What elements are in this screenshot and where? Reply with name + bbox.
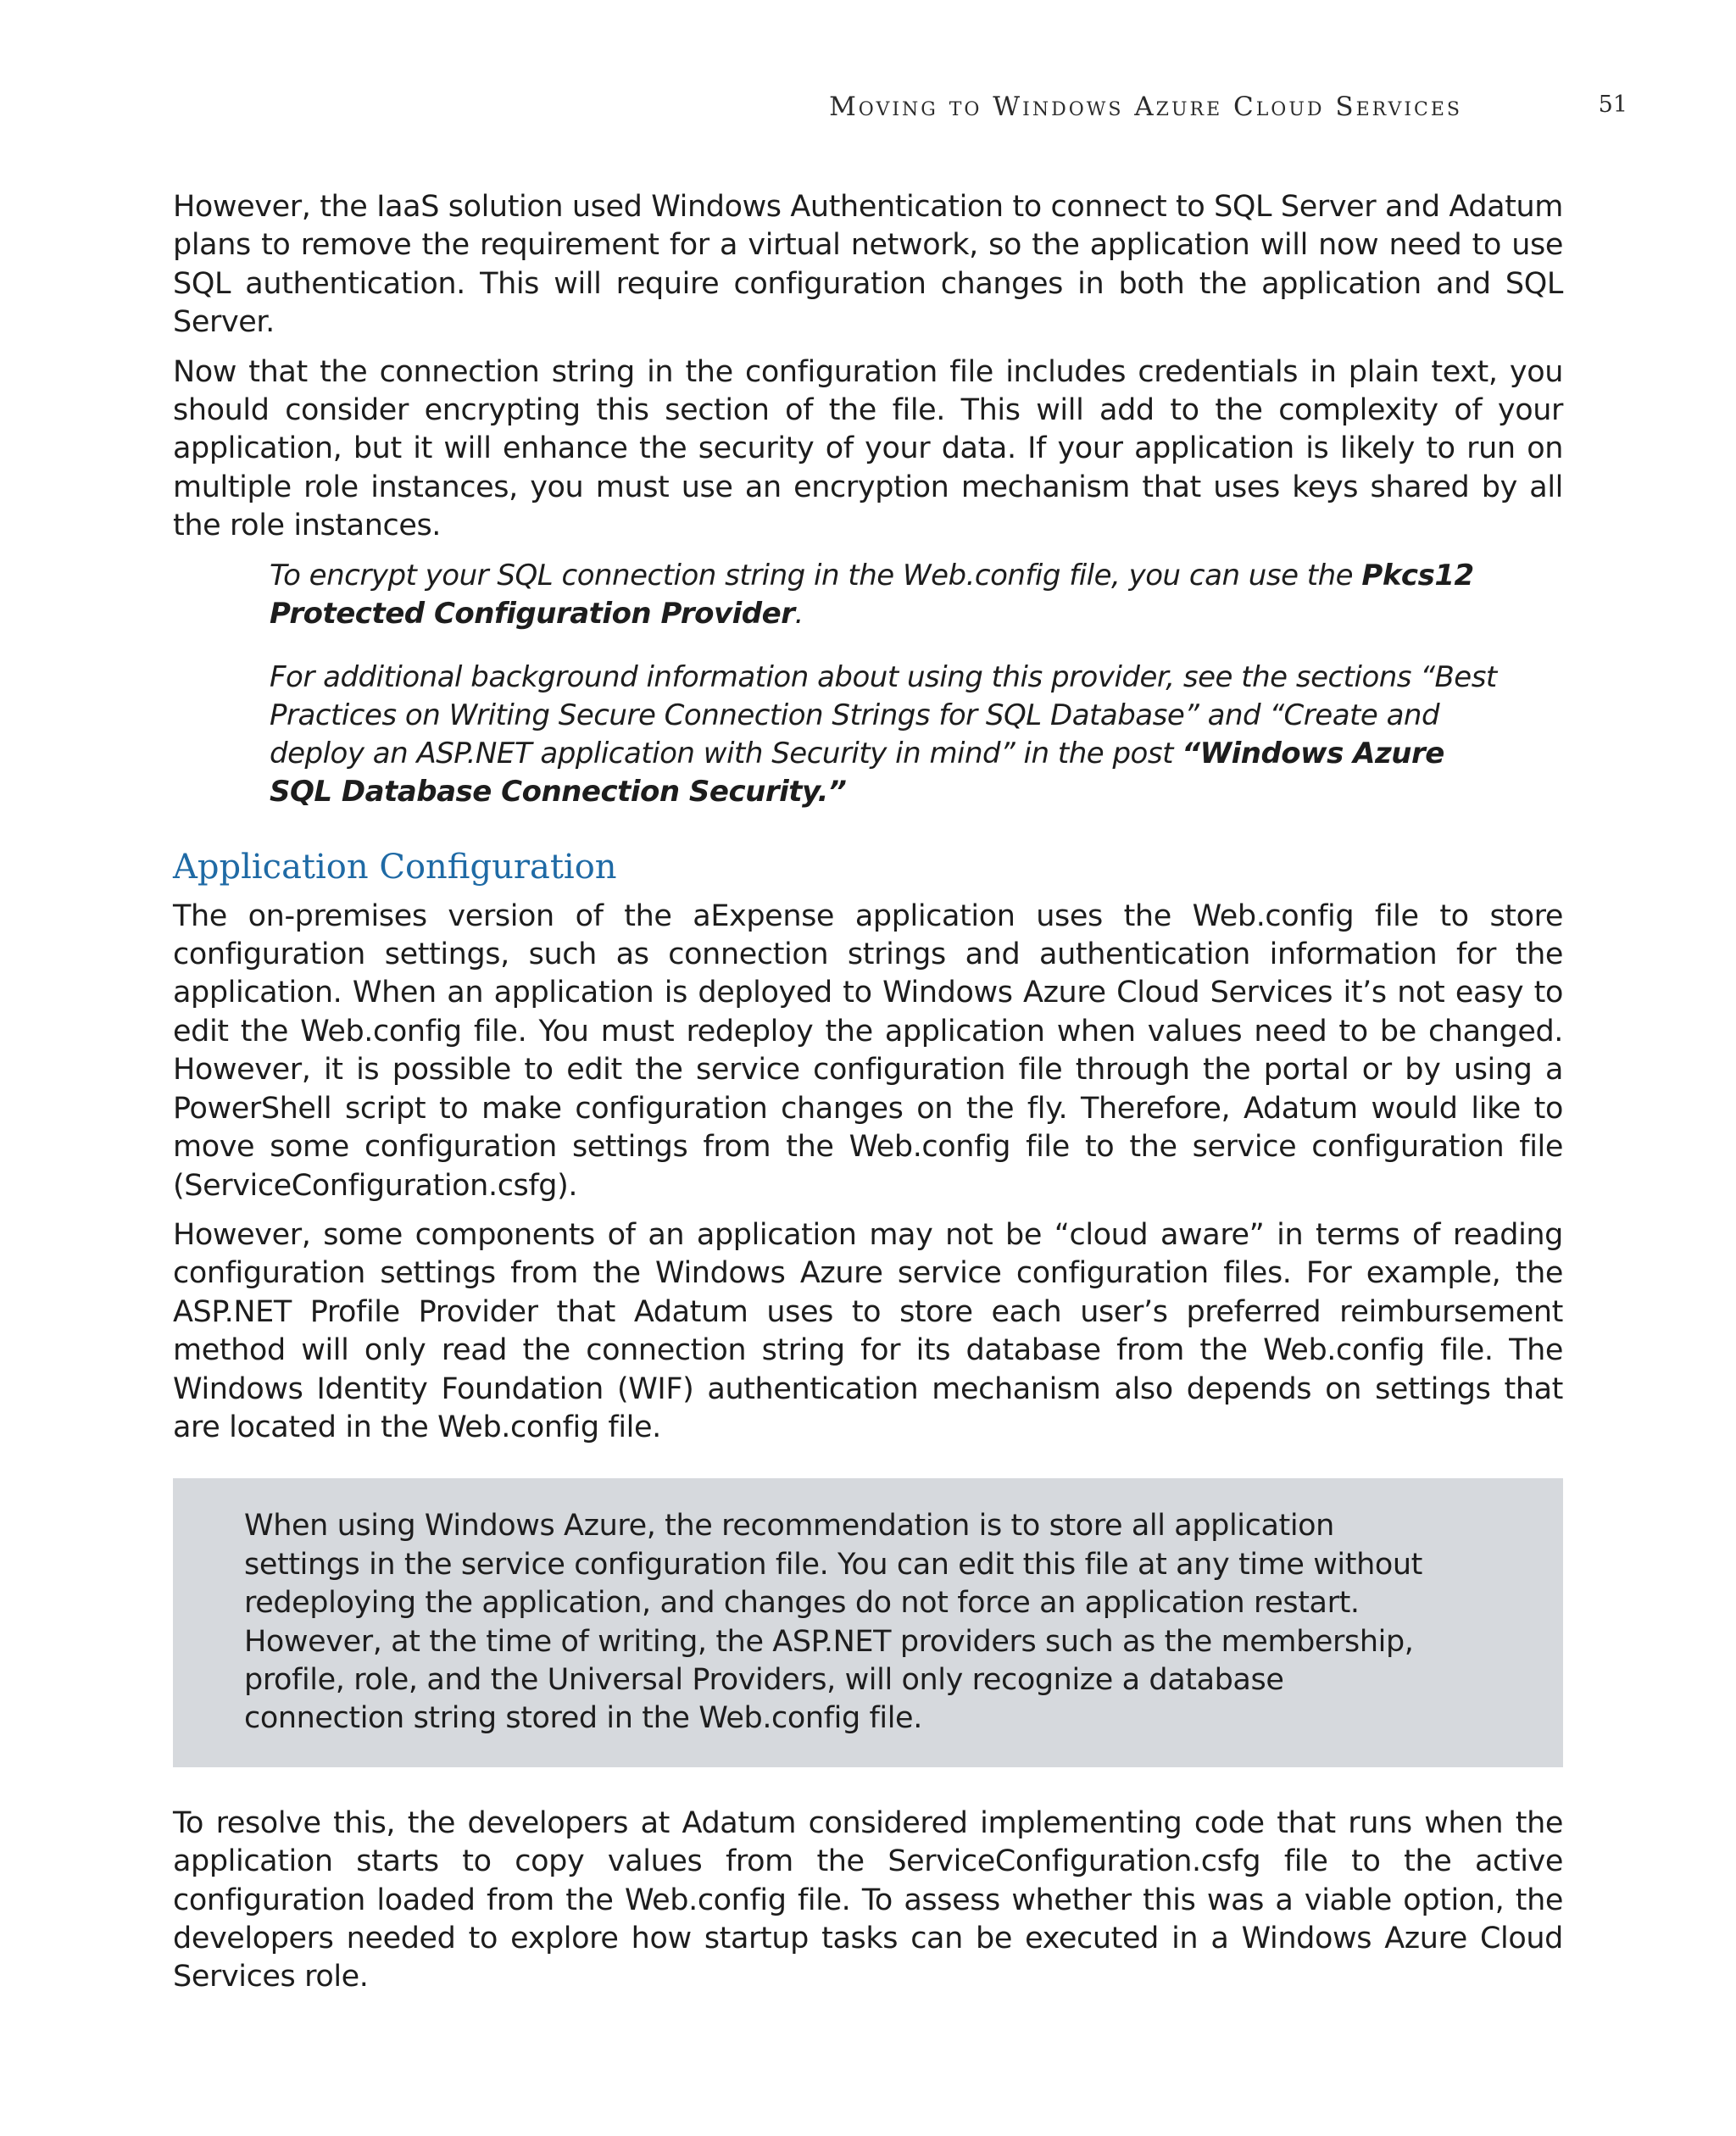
pkcs12-provider-link[interactable]: Pkcs12 Protected Configuration Provider (270, 558, 1474, 631)
paragraph-webconfig: The on-premises version of the aExpense application uses the Web.config file to store configuration settings, such as connection strings and authentication information for the application. When an application is deployed to Windows Azure Cloud Services it’s not easy to edit the Web.config file. You must redeploy the application when values need to be changed. However, it is possible to edit the service configuration file through the portal or by using a PowerShell script to make configuration changes on the fly. Therefore, Adatum would like to move some configuration settings from the Web.config file to the service configuration file (ServiceConfiguration.csfg). (173, 898, 1563, 1203)
paragraph-resolve: To resolve this, the developers at Adatum considered implementing code that runs when the application starts to copy values from the ServiceConfiguration.csfg file to the active configuration loaded from the Web.config file. To assess whether this was a viable option, the developers needed to explore how startup tasks can be executed in a Windows Azure Cloud Services role. (173, 1805, 1563, 1994)
note-paragraph-background (270, 659, 1507, 811)
note-period: . (794, 596, 804, 631)
running-title: Moving to Windows Azure Cloud Services (829, 92, 1462, 122)
note-text: For additional background information about using this provider, see the sections “Best Practices on Writing Secure Connection Strings for SQL Database” and “Create and deploy an ASP.NET application with Security in mind” in the post (270, 659, 1497, 770)
margin-note (270, 557, 1507, 811)
page-number: 51 (1598, 92, 1628, 118)
paragraph-cloud-aware: However, some components of an application may not be “cloud aware” in terms of reading configuration settings from the Windows Azure service configuration files. For example, the ASP.NET Profile Provider that Adatum uses to store each user’s preferred reimbursement method will only read the connection string for its database from the Web.config file. The Windows Identity Foundation (WIF) authentication mechanism also depends on settings that are located in the Web.config file. (173, 1217, 1563, 1444)
sql-security-post-link[interactable]: “Windows Azure SQL Database Connection Security.” (270, 736, 1444, 809)
note-paragraph-provider (270, 557, 1507, 633)
note-text: To encrypt your SQL connection string in the Web.config file, you can use the (270, 558, 1362, 592)
callout-box (173, 1478, 1563, 1766)
main-content (173, 188, 1563, 2008)
section-heading: Application Configuration (173, 847, 617, 887)
paragraph-iaas-auth: However, the IaaS solution used Windows Authentication to connect to SQL Server and Adatum plans to remove the requirement for a virtual network, so the application will now need to use SQL authentication. This will require configuration changes in both the application and SQL Server. (173, 190, 1563, 340)
callout-text: When using Windows Azure, the recommendation is to store all application settings in the service configuration file. You can edit this file at any time without redeploying the application, and changes do not force an application restart. However, at the time of writing, the ASP.NET providers such as the membership, profile, role, and the Universal Providers, will only recognize a database connection string stored in the Web.config file. (244, 1509, 1422, 1736)
running-header (0, 92, 1628, 125)
paragraph-encryption: Now that the connection string in the configuration file includes credentials in plain text, you should consider encrypting this section of the file. This will add to the complexity of your application, but it will enhance the security of your data. If your application is likely to run on multiple role instances, you must use an encryption mechanism that uses keys shared by all the role instances. (173, 354, 1563, 543)
